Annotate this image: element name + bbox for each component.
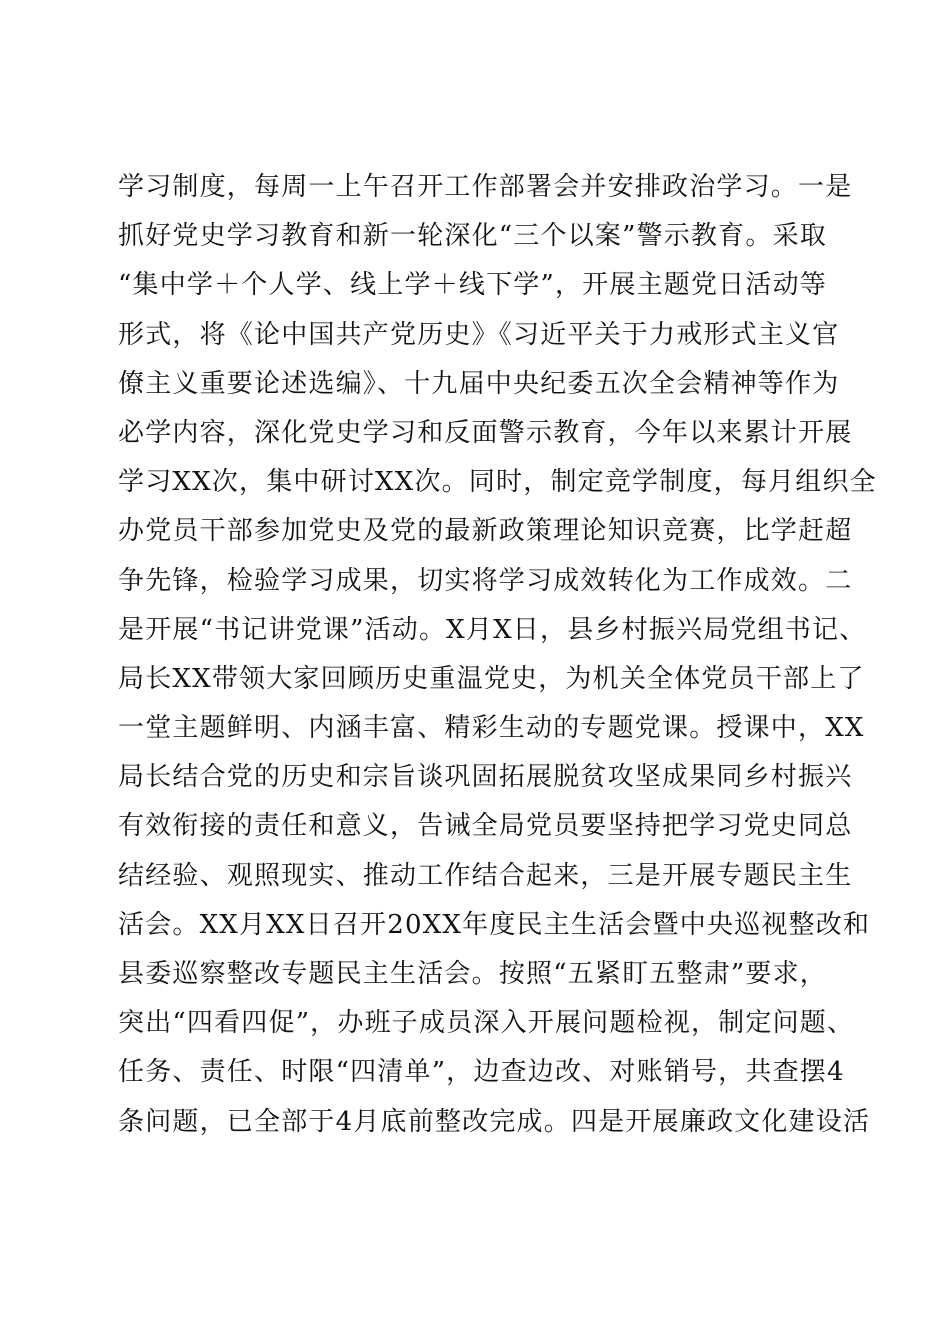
- text-line: 抓好党史学习教育和新一轮深化“三个以案”警示教育。采取: [118, 221, 827, 252]
- text-line: 学习制度，每周一上午召开工作部署会并安排政治学习。一是: [118, 172, 853, 202]
- text-line: 必学内容，深化党史学习和反面警示教育，今年以来累计开展: [118, 417, 853, 448]
- text-line: 县委巡察整改专题民主生活会。按照“五紧盯五整肃”要求，: [118, 959, 827, 989]
- text-line: 局长结合党的历史和宗旨谈巩固拓展脱贫攻坚成果同乡村振兴: [118, 762, 853, 793]
- text-line: 学习XX次，集中研讨XX次。同时，制定竞学制度，每月组织全: [118, 467, 877, 498]
- text-line: 任务、责任、时限“四清单”，边查边改、对账销号，共查摆4: [118, 1057, 845, 1088]
- text-line: 突出“四看四促”，办班子成员深入开展问题检视，制定问题、: [118, 1008, 855, 1039]
- text-line: 争先锋，检验学习成果，切实将学习成效转化为工作成效。二: [118, 565, 853, 596]
- body-text: [118, 163, 877, 1147]
- text-line: 僚主义重要论述选编》、十九届中央纪委五次全会精神等作为: [118, 368, 840, 399]
- text-line: 一堂主题鲜明、内涵丰富、精彩生动的专题党课。授课中，XX: [118, 713, 865, 744]
- text-line: 条问题，已全部于4月底前整改完成。四是开展廉政文化建设活: [118, 1106, 871, 1137]
- text-line: 局长XX带领大家回顾历史重温党史，为机关全体党员干部上了: [118, 663, 865, 694]
- text-line: 办党员干部参加党史及党的最新政策理论知识竞赛，比学赶超: [118, 516, 853, 547]
- text-line: “集中学＋个人学、线上学＋线下学”，开展主题党日活动等: [118, 270, 827, 301]
- text-line: 活会。XX月XX日召开20XX年度民主生活会暨中央巡视整改和: [118, 909, 871, 940]
- text-line: 是开展“书记讲党课”活动。X月X日，县乡村振兴局党组书记、: [118, 614, 867, 645]
- text-line: 有效衔接的责任和意义，告诫全局党员要坚持把学习党史同总: [118, 811, 853, 842]
- text-line: 形式，将《论中国共产党历史》《习近平关于力戒形式主义官: [118, 319, 840, 350]
- text-line: 结经验、观照现实、推动工作结合起来，三是开展专题民主生: [118, 860, 853, 891]
